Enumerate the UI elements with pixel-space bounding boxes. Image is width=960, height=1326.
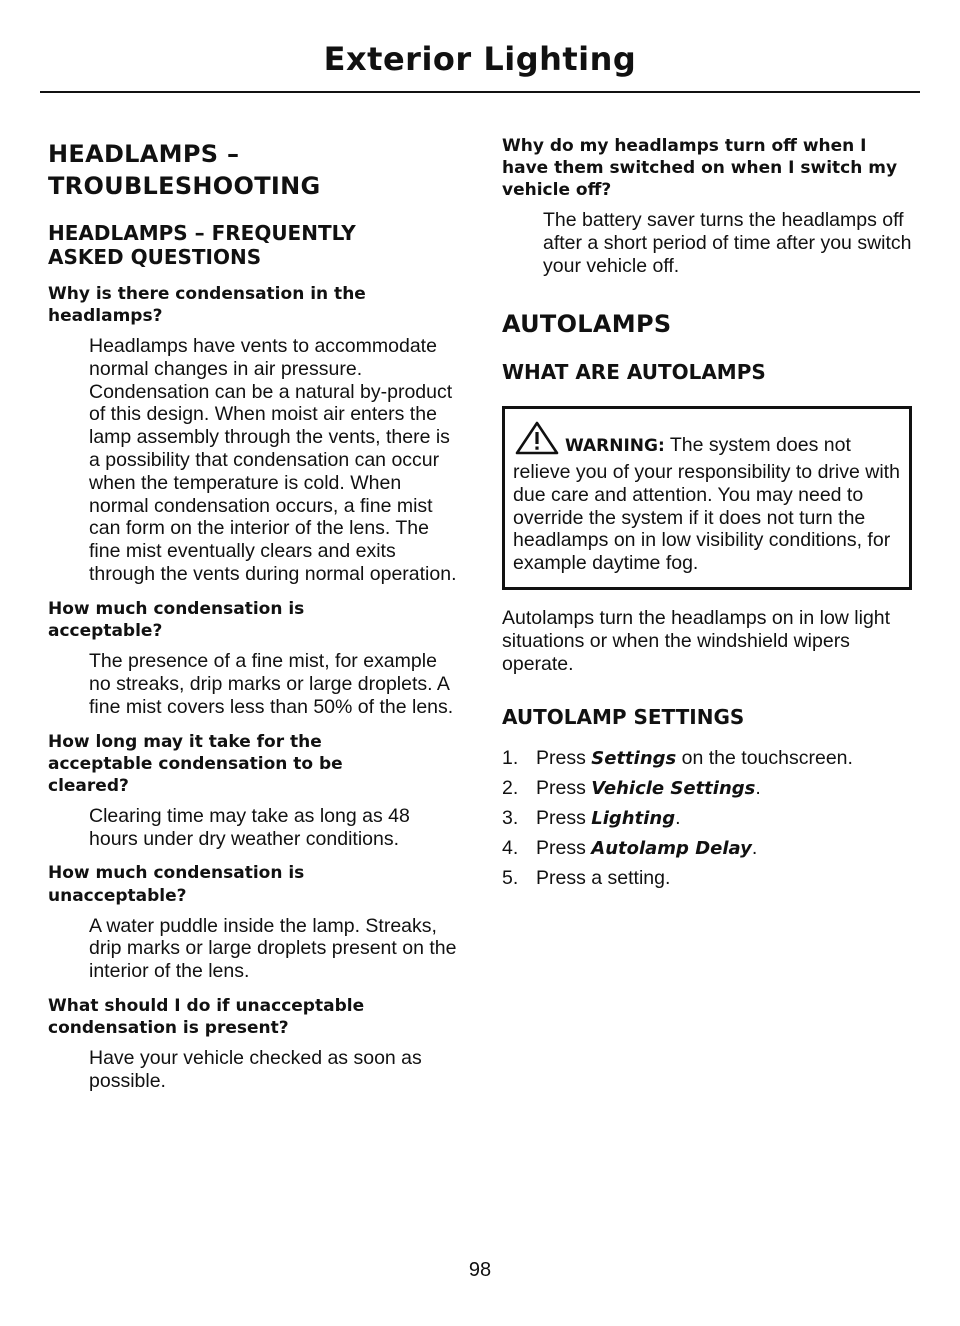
warning-label: WARNING: — [565, 436, 665, 457]
section-title — [48, 138, 462, 203]
step-text-after: on the touchscreen. — [676, 747, 853, 770]
faq-item — [48, 862, 462, 983]
page-title: Exterior Lighting — [323, 40, 637, 78]
warning-triangle-icon — [515, 421, 559, 461]
list-item — [502, 747, 914, 770]
autolamp-settings-title: AUTOLAMP SETTINGS — [502, 705, 745, 730]
faq-answer: A water puddle inside the lamp. Streaks, drip marks or large droplets present on the interior of the lens. — [89, 914, 457, 983]
autolamps-description: Autolamps turn the headlamps on in low light situations or when the windshield wipers operate. — [502, 606, 891, 675]
step-text: Press — [536, 777, 592, 800]
step-emphasis: Autolamp Delay — [591, 837, 752, 859]
step-text: Press — [536, 747, 592, 770]
faq-answer: The presence of a fine mist, for example no streaks, drip marks or large droplets. A fine mist covers less than 50% of the lens. — [89, 650, 454, 718]
what-are-autolamps-title: WHAT ARE AUTOLAMPS — [502, 360, 766, 385]
faq-question: How much condensation is acceptable? — [48, 598, 305, 641]
step-emphasis: Settings — [591, 748, 677, 770]
faq-item — [48, 731, 462, 851]
header-divider — [40, 91, 920, 93]
step-number: 5. — [502, 866, 519, 889]
step-number: 4. — [502, 836, 519, 859]
section-title-line1: HEADLAMPS – — [48, 140, 240, 168]
step-number: 2. — [502, 777, 519, 800]
step-emphasis: Lighting — [591, 808, 676, 830]
step-number: 1. — [502, 747, 519, 770]
faq-answer: The battery saver turns the headlamps off after a short period of time after you switch your vehicle off. — [543, 209, 912, 277]
faq-item — [502, 135, 914, 278]
faq-question: How much condensation is unacceptable? — [48, 863, 305, 906]
faq-title: HEADLAMPS – FREQUENTLY ASKED QUESTIONS — [48, 220, 356, 269]
right-column — [502, 135, 914, 896]
step-text: Press — [536, 807, 592, 830]
faq-item — [48, 283, 462, 586]
list-item — [502, 867, 914, 890]
step-number: 3. — [502, 807, 519, 830]
page-header — [40, 40, 920, 78]
faq-question: How long may it take for the acceptable condensation to be cleared? — [48, 731, 343, 796]
list-item — [502, 807, 914, 830]
step-text-after: . — [751, 836, 758, 859]
step-text-after: . — [755, 777, 761, 800]
step-text: Press — [536, 836, 592, 859]
faq-question: What should I do if unacceptable condensation is present? — [48, 996, 365, 1039]
left-column — [48, 138, 462, 1093]
faq-item — [48, 995, 462, 1093]
settings-steps — [502, 747, 914, 889]
section-title-line2: TROUBLESHOOTING — [48, 172, 321, 201]
faq-question: Why do my headlamps turn off when I have them switched on when I switch my vehicle off? — [502, 136, 898, 201]
faq-answer: Headlamps have vents to accommodate normal changes in air pressure. Condensation can be a natural by-product of this design. When moist air enters the lamp assembly through the vents, there is a possibility that condensation can occur when the temperature is cold. When normal condensation occurs, a fine mist can form on the interior of the lens. The fine mist eventually clears and exits through the vents during normal operation. — [89, 334, 457, 586]
warning-box — [502, 406, 912, 590]
autolamps-title: AUTOLAMPS — [502, 309, 672, 338]
step-text-after: . — [675, 807, 681, 830]
faq-answer: Clearing time may take as long as 48 hours under dry weather conditions. — [89, 804, 410, 850]
list-item — [502, 837, 914, 860]
faq-answer: Have your vehicle checked as soon as possible. — [89, 1047, 422, 1093]
step-text: Press a setting. — [536, 866, 671, 889]
faq-item — [48, 598, 462, 719]
list-item — [502, 777, 914, 800]
page-number: 98 — [468, 1259, 492, 1281]
warning-text: The system does not relieve you of your responsibility to drive with due care and attention. You may need to override the system if it does not turn the headlamps on in low visibility conditions, for example daytime fog. — [513, 434, 900, 575]
step-emphasis: Vehicle Settings — [591, 778, 756, 800]
faq-question: Why is there condensation in the headlamps? — [48, 283, 366, 326]
